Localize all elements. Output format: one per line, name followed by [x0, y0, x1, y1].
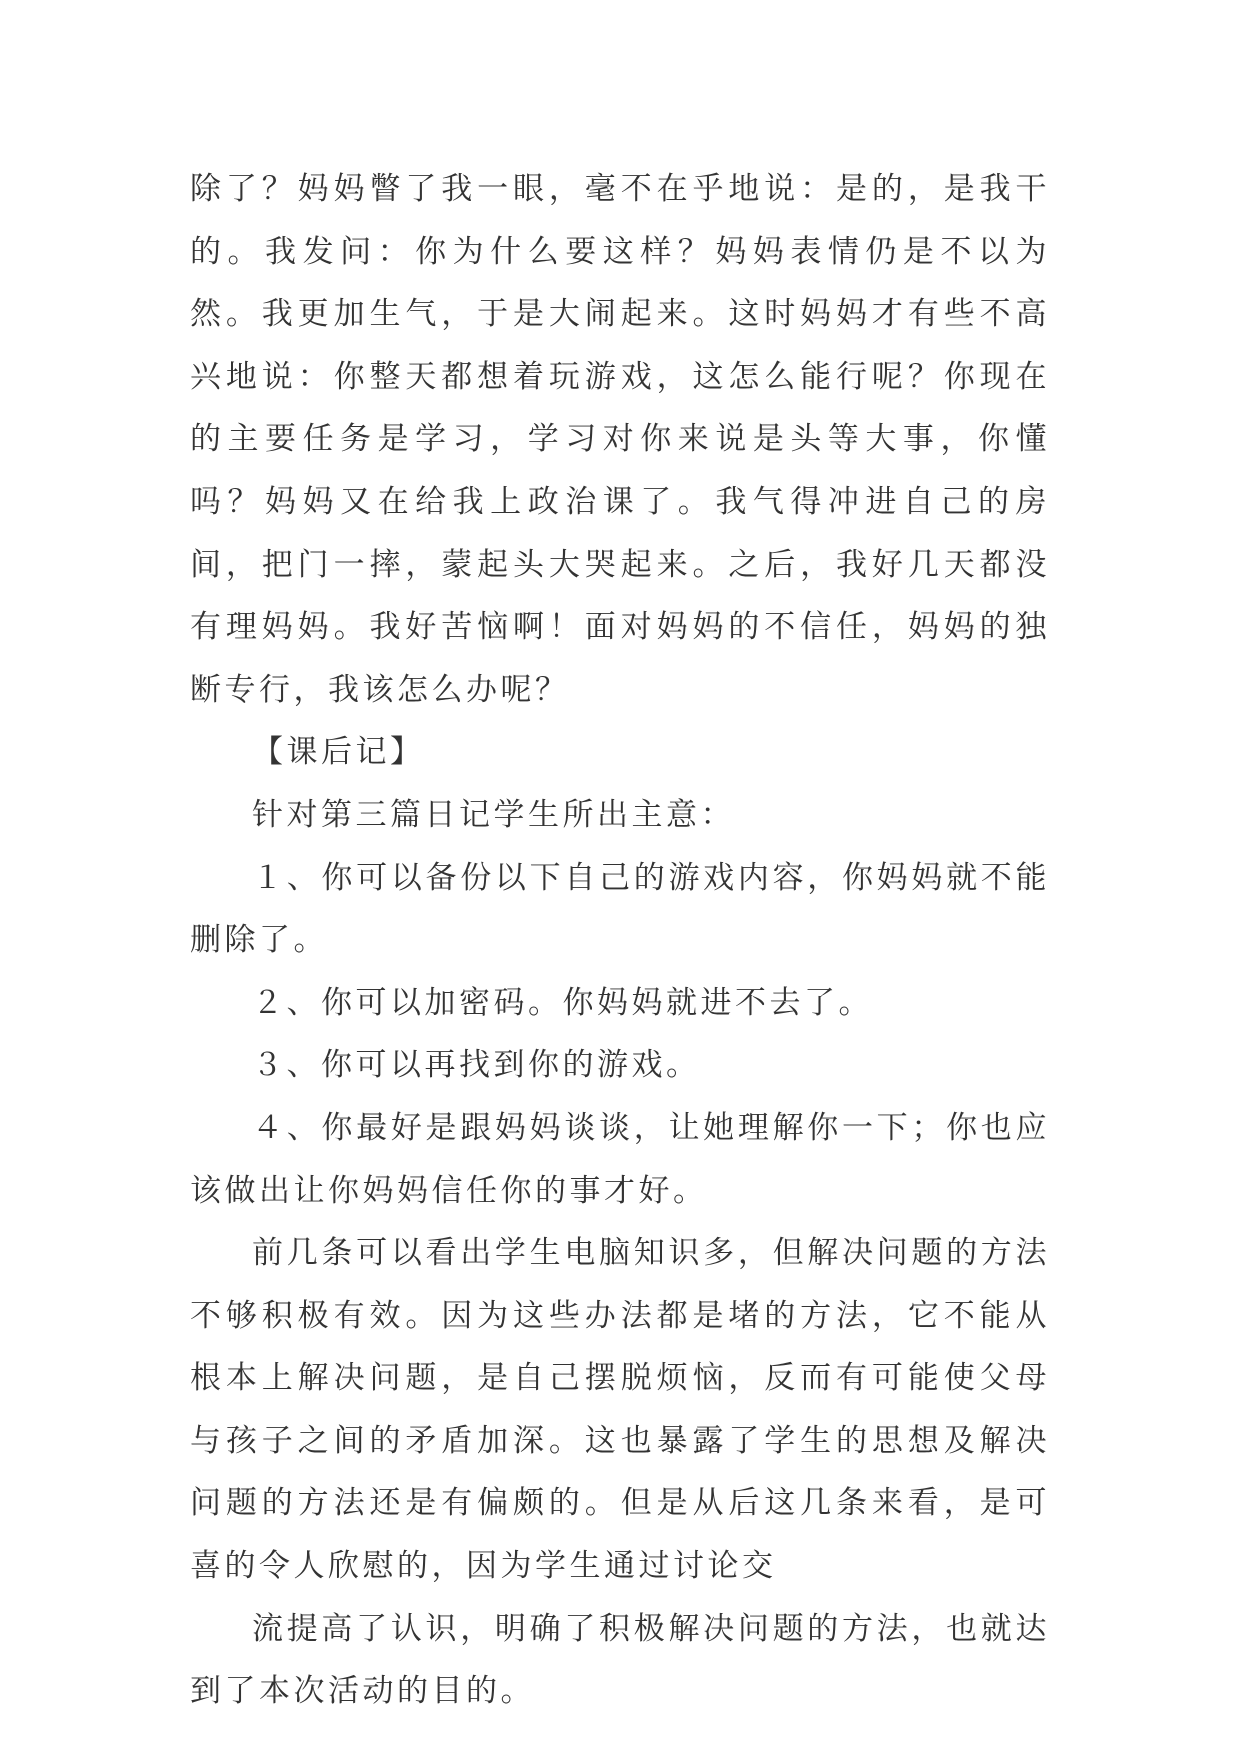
list-item-1: １、你可以备份以下自己的游戏内容，你妈妈就不能删除了。: [190, 859, 1050, 959]
paragraph-diary-continuation: 除了？妈妈瞥了我一眼，毫不在乎地说：是的，是我干的。我发问：你为什么要这样？妈妈表情仍是不以为然。我更加生气，于是大闹起来。这时妈妈才有些不高兴地说：你整天都想着玩游戏，这怎么能行呢？你现在的主要任务是学习，学习对你来说是头等大事，你懂吗？妈妈又在给我上政治课了。我气得冲进自己的房间，把门一摔，蒙起头大哭起来。之后，我好几天都没有理妈妈。我好苦恼啊！面对妈妈的不信任，妈妈的独断专行，我该怎么办呢？: [190, 171, 1050, 708]
section-heading-afterword: 【课后记】: [252, 734, 425, 771]
paragraph-conclusion: 流提高了认识，明确了积极解决问题的方法，也就达到了本次活动的目的。: [190, 1610, 1050, 1710]
list-item-3: ３、你可以再找到你的游戏。: [252, 1047, 701, 1084]
paragraph-intro: 针对第三篇日记学生所出主意：: [252, 796, 735, 833]
list-item-2: ２、你可以加密码。你妈妈就进不去了。: [252, 984, 873, 1021]
list-item-4: ４、你最好是跟妈妈谈谈，让她理解你一下；你也应该做出让你妈妈信任你的事才好。: [190, 1109, 1050, 1209]
document-body: [190, 158, 1050, 1723]
paragraph-analysis: 前几条可以看出学生电脑知识多，但解决问题的方法不够积极有效。因为这些办法都是堵的方法，它不能从根本上解决问题，是自己摆脱烦恼，反而有可能使父母与孩子之间的矛盾加深。这也暴露了学生的思想及解决问题的方法还是有偏颇的。但是从后这几条来看，是可喜的令人欣慰的，因为学生通过讨论交: [190, 1235, 1050, 1585]
